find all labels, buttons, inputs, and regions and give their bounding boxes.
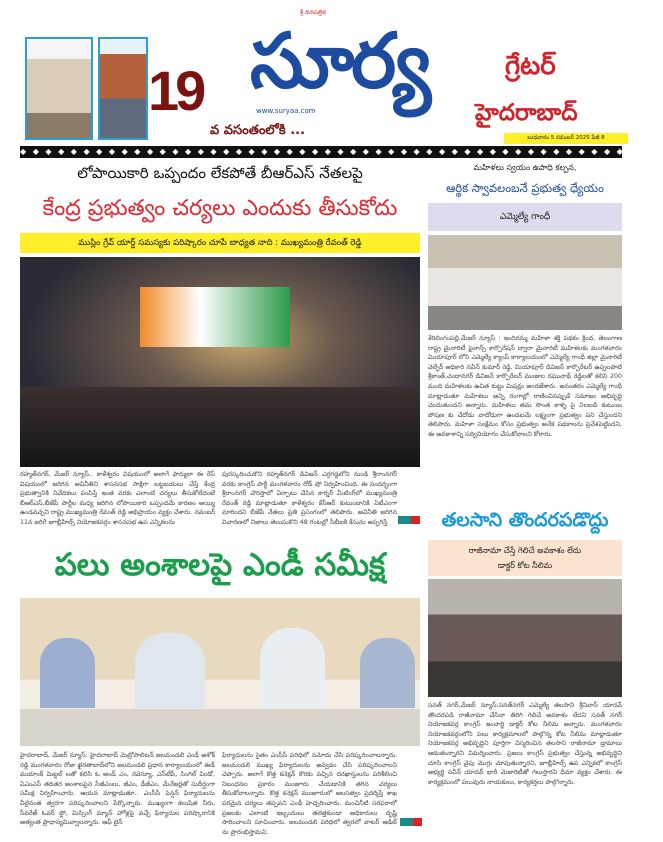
talasani-strap-line1: రాజీనామా చేస్తే గెలిచే అవకాశం లేదు [468,546,582,555]
continued-badge [400,818,422,826]
women-kicker: మహిళలు స్వయం ఉపాధి కల్పన, [473,163,577,172]
lead-kicker: లోపాయికారి ఒప్పందం లేకపోతే బీఆర్ఎస్ నేతలపై [77,164,363,182]
md-body-col1: హైదరాబాద్, మేజర్ న్యూస్: హైదరాబాద్ మెట్రోపాలిటన్ జలమండలి ఎండీ అశోక్ రెడ్డి మంగళవారం రోజు ఖైరతాబాద్‌లోని జలమండలి ప్రధాన కార్యాలయంలో ఈడీ మయాంక్ మిట్టల్ లతో కలిసి ఓ అండ్ ఎం, రెవెన్యూ, ఎస్‌టీపీ, సింగిల్ విండో, ఏఎంఎస్ తదితర అంశాలపైన సీజీఎంలు, జీఎం, డీజీఎం, మేనేజర్లతో సుదీర్ఘంగా సమీక్ష నిర్వహించారు. ఆయన మాట్లాడుతూ.. ఎంసీసీ పెన్షన్ ఫిర్యాదులను వీలైనంత త్వరగా పరిష్కరించాలని పేర్కొన్నారు. ముఖ్యంగా కలుషిత నీరు, సీవరేజ్ ఓవర్ ఫ్లో, మిస్సింగ్ మ్యాన్ హోళ్లపై వచ్చే ఫిర్యాదుల పరిష్కారానికి అత్యంత ప్రాధాన్యమివ్వాలన్నారు. ఆఫ్ లైన్ [20,752,215,827]
charminar-photo [25,37,93,140]
lead-body-col2: పురస్కరించుకొని రహ్మత్‌నగర్ డివిజన్ ఎర్రగడ్డలోని నుండి శ్రీరాంనగర్ వరకు కాంగ్రెస్ పార్టీ మంగళవారం రోడ్ షో నిర్వహించింది. ఈ సందర్భంగా శ్రీరాంనగర్ చౌరస్తాలో ఏర్పాటు చేసిన కార్నర్ మీటింగ్‌లో ముఖ్యమంత్రి రేవంత్ రెడ్డి మాట్లాడుతూ కాళేశ్వరం కేసీఆర్ కుటుంబానికి ఏటీఎంగా మారిందని బీజేపీ నేతలు ప్రతి ప్రసంగంలో తెలిపారు. అవినీతి జరిగిన విచారణలో నిజాలు తెలుసుకొని 48 గంటల్లో సీబీఐకి కేసును అప్పగిస్తే [222,471,397,526]
talasani-strap-line2: డాక్టర్ కోట నీలిమ [497,561,553,570]
logo-tagline: శ్రీ దినపత్రిక [300,9,326,16]
md-body-col2: ఫిర్యాదులను సైతం ఎంసీసీ పరిధిలో నమోదు చేసి పరిష్కరించాలన్నారు. జలమండలి ముఖ్య ఫిర్యాదులను అవ్వడం చేసి పరిష్కరించాలని చెప్పారు. అలాగే కొత్త కనెక్షన్ కొరకు వచ్చిన దరఖాస్తులను పరిశీలించి నిబంధనల ప్రకారం మంజూరు చేయడానికి తగిన చర్యలు తీసుకోవాలన్నారు. కొత్త కనెక్షన్ మంజూరులో అలసత్వం ప్రదర్శిస్తే శాఖ పరమైన చర్యలు తప్పవని ఎండీ హెచ్చరించారు. మంచినీటి సరఫరాలో ప్రజలకు ఎలాంటి ఇబ్బందులు తలెత్తకుండా అధికారులు దృష్టి సారించాలని సూచించారు. జలమండలి పరిధిలో త్వరలో వాటర్ ఆడిట్ ను ప్రారంభిస్తామని. [222,752,397,836]
lead-body-col1: రహ్మత్‌నగర్, మేజర్ న్యూస్.. కాళేశ్వరం విషయంలో అలాగే ఫార్ములా ఈ రేస్ విషయంలో జరిగిన అవినీతిని శాసనసభ సాక్షిగా బట్టబయలు చేస్తే కేంద్ర ప్రభుత్వానికి నివేదికలు పంపిస్తే ఇంత వరకు ఎలాంటి చర్యలు తీసుకోలేదంటే బీఆర్ఎస్,బీజేపీ పార్టీల మధ్య జరిగిన లోపాయికారి ఒప్పందమే కారణం అయ్యి ఉండవచ్చని రాష్ట్ర ముఖ్యమంత్రి రేవంత్ రెడ్డి అభిప్రాయం వ్యక్తం చేశారు. నవంబర్ 11న జరిగే జూబ్లీహిల్స్ నియోజకవర్గం శాసనసభ ఉప ఎన్నికలను [20,471,215,526]
talasani-strap [428,540,622,576]
women-headline: ఆర్థిక స్వావలంబనే ప్రభుత్వ ధ్యేయం [446,181,604,195]
anniversary-number: 19 [148,59,203,122]
lead-strap: ముస్లిం గ్రేవ్ యార్డ్ సమస్యకు పరిష్కారం చూపే బాధ్యత నాది : ముఖ్యమంత్రి రేవంత్ రెడ్డి [20,233,420,253]
women-byline: ఎమ్మెల్యే గాంధీ [428,203,622,231]
roadshow-photo [20,257,420,466]
talasani-event-photo [428,579,622,697]
lead-headline: కేంద్ర ప్రభుత్వం చర్యలు ఎందుకు తీసుకోదు [42,196,398,221]
divider-bar: ◆ ◆ ◆ ◆ ◆ ◆ ◆ ◆ ◆ ◆ ◆ ◆ ◆ ◆ ◆ ◆ ◆ ◆ ◆ ◆ ◆ ◆ ◆ ◆ ◆ ◆ ◆ ◆ ◆ ◆ ◆ ◆ ◆ ◆ ◆ ◆ ◆ ◆ ◆ ◆ ◆ ◆ ◆ ◆ ◆ ◆ ◆ ◆ ◆ ◆ ◆ [20,147,663,156]
review-meeting-photo [20,598,420,746]
md-headline: పలు అంశాలపై ఎండీ సమీక్ష [54,547,386,583]
women-event-photo [428,235,622,330]
talasani-body: సనత్ నగర్,మేజర్ న్యూస్:సనత్‌నగర్ ఎమ్మెల్యే తలసాని శ్రీనివాస్ యాదవ్ తొందరపడి రాజీనామా చేసినా తిరిగి గెలిచే అవకాశం లేదని సనత్ నగర్ నియోజకవర్గ కాంగ్రెస్ ఇంచార్జి డాక్టర్ కోట నీలిమ అన్నారు. మంగళవారం నియోజకవర్గంలోని పలు కార్యక్రమాలలో పాల్గొన్న కోట నీలిమ మాట్లాడుతూ నియోజకవర్గ అభివృద్ధిని పూర్తిగా విస్మరించిన తలసాని రాజీనామా డ్రామాలు ఆడుతున్నారని విమర్శించారు. ప్రజలు కాంగ్రెస్ ప్రభుత్వం చేస్తున్న అభివృద్ధిని చూసి కాంగ్రెస్ వైపు మొగ్గు చూపుతున్నారని, జూబ్లీహిల్స్ ఉప ఎన్నికలో కాంగ్రెస్ అభ్యర్థి నవీన్ యాదవ్ భారీ మెజారిటీతో గెలుస్తారని ధీమా వ్యక్తం చేశారు. ఈ కార్యక్రమంలో పలువురు నాయకులు, కార్యకర్తలు పాల్గొన్నారు. [428,702,622,786]
continued-badge [398,516,420,524]
suryaa-logo: సూర్య [250,16,428,105]
building-photo [98,37,148,140]
women-body: శేరిలింగంపల్లి,మేజర్ న్యూస్ : ఇందిరమ్మ మహిళా శక్తి పథకం క్రింద, తెలంగాణ రాష్ట్ర మైనారిటీ ఫైనాన్స్ కార్పొరేషన్ ద్వారా మైనారిటీ మహిళలకు మంగళవారం మియాపూర్ లోని ఎమ్మెల్యే క్యాంప్ కార్యాలయంలో ఎమ్మెల్యే గాంధీ జిల్లా మైనారిటీ వెల్ఫేర్ అధికారి నవీన్ కుమార్ రెడ్డి, మియాపూర్ డివిజన్ కార్పొరేటర్ ఉప్పలపాటి శ్రీకాంత్,చందానగర్ డివిజన్ కార్పొరేటర్ మంజుల రఘునాథ్ రెడ్డిలతో కలిసి 200 మంది మహిళలకు ఉచిత కుట్టు మిషన్లు అందజేశారు. అనంతరం ఎమ్మెల్యే గాంధీ మాట్లాడుతూ మహిళలు అన్ని రంగాల్లో రాణించినప్పుడే సమాజం అభివృద్ధి చెందుతుందని అన్నారు. మహిళలు తమ సొంత కాళ్ళ పై నిలబడి కుటుంబ పోషణ కు చేదోడు వాదోడుగా ఉండటమే లక్ష్యంగా ప్రభుత్వం పని చేస్తుందని తెలిపారు. మహిళా సంక్షేమం కోసం ప్రభుత్వం అనేక పథకాలను ప్రవేశపెట్టిందని, ఈ అవకాశాన్ని సద్వినియోగం చేసుకోవాలని కోరారు. [428,335,622,438]
edition-title-line2: హైదరాబాద్ [475,100,578,126]
dateline: బుధవారం 5 నవంబర్ 2025 పేజీ 8 [504,133,628,144]
website-url: www.suryaa.com [256,107,316,115]
edition-title-line1: గ్రేటర్ [505,51,556,81]
talasani-headline: తలసాని తొందరపడొద్దు [441,509,609,531]
anniversary-text: వ వసంతంలోకి ... [210,123,306,138]
